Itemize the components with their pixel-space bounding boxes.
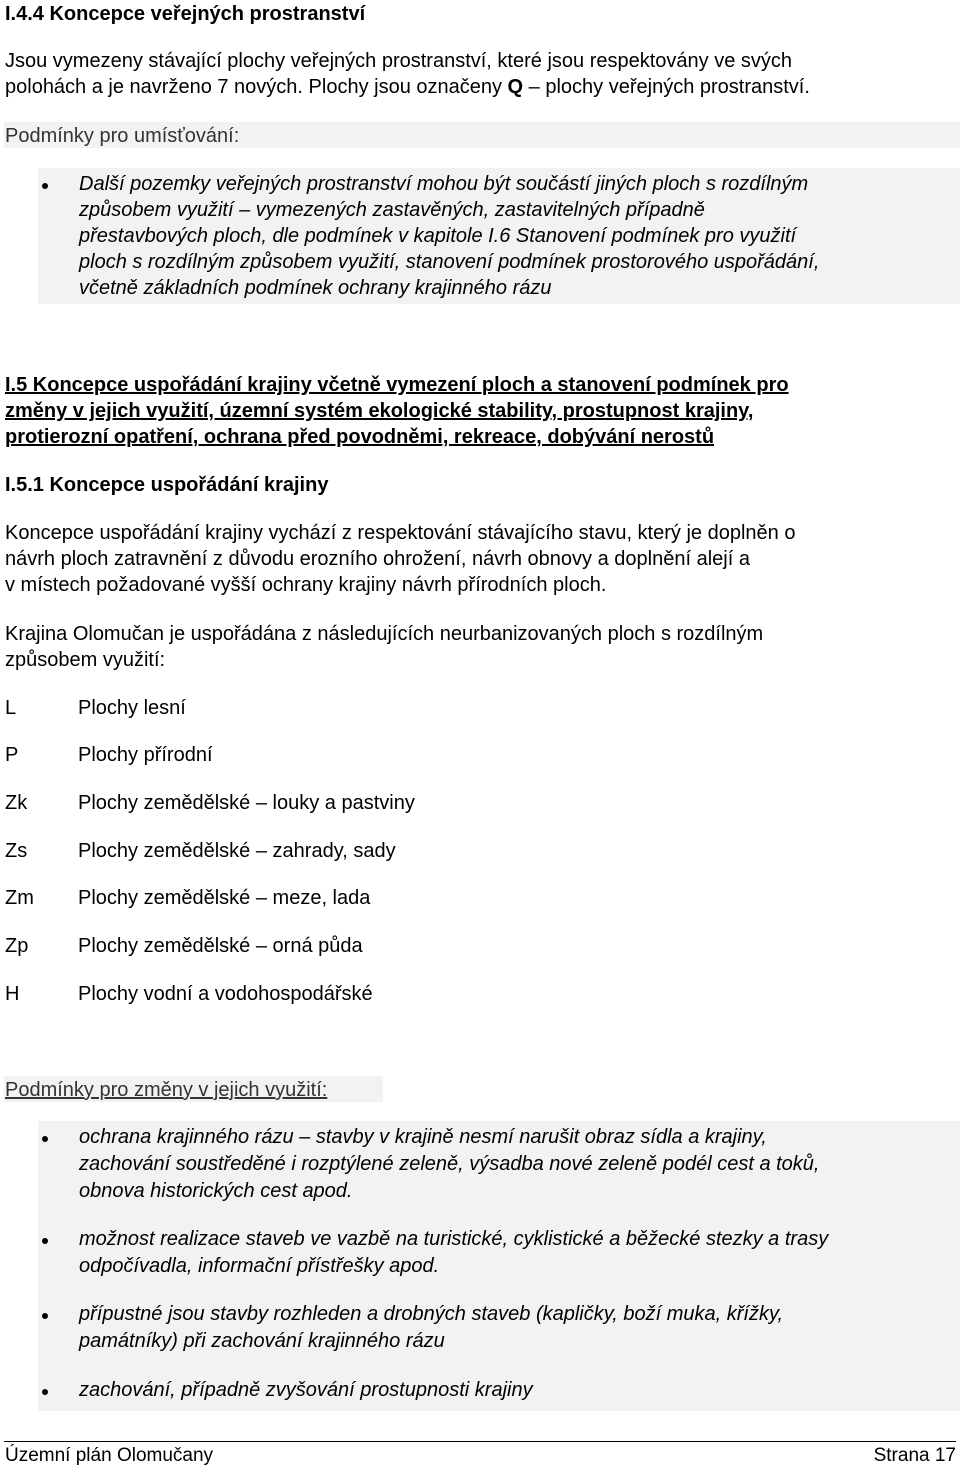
q-code: Q [507, 76, 524, 98]
paragraph-line: v místech požadované vyšší ochrany krajiny návrh přírodních ploch. [5, 574, 607, 596]
bullet-line: odpočívadla, informační přístřešky apod. [79, 1255, 440, 1277]
land-type-code: Zk [5, 792, 28, 814]
paragraph-line: způsobem využití: [5, 649, 166, 671]
section-heading-i5: protierozní opatření, ochrana před povodněmi, rekreace, dobývání nerostů [5, 426, 715, 448]
bullet-line: ochrana krajinného rázu – stavby v krajině nesmí narušit obraz sídla a krajiny, [79, 1126, 767, 1148]
paragraph-line [5, 74, 810, 100]
bullet-line: zachování soustředěné i rozptýlené zeleně, výsadba nové zeleně podél cest a toků, [79, 1153, 820, 1175]
land-type-code: Zp [5, 935, 29, 957]
paragraph-text: polohách a je navrženo 7 nových. Plochy jsou označeny [5, 76, 508, 98]
bullet-dot [42, 183, 48, 189]
footer-document-title: Územní plán Olomučany [5, 1445, 214, 1466]
bullet-line: zachování, případně zvyšování prostupnosti krajiny [79, 1379, 533, 1401]
bullet-line: obnova historických cest apod. [79, 1180, 353, 1202]
paragraph-line: Krajina Olomučan je uspořádána z následujících neurbanizovaných ploch s rozdílným [5, 623, 764, 645]
change-conditions-title: Podmínky pro změny v jejich využití: [5, 1079, 328, 1101]
sub-heading-i51: I.5.1 Koncepce uspořádání krajiny [5, 474, 329, 496]
land-type-code: Zs [5, 840, 28, 862]
section-heading-i44: I.4.4 Koncepce veřejných prostranství [5, 3, 366, 25]
bullet-line: památníky) při zachování krajinného rázu [79, 1330, 445, 1352]
land-type-label: Plochy lesní [78, 697, 186, 719]
bullet-dot [42, 1313, 48, 1319]
land-type-label: Plochy zemědělské – orná půda [78, 935, 363, 957]
footer-page-number: Strana 17 [873, 1445, 956, 1466]
land-type-label: Plochy vodní a vodohospodářské [78, 983, 373, 1005]
paragraph-line: Jsou vymezeny stávající plochy veřejných prostranství, které jsou respektovány ve svých [5, 50, 793, 72]
bullet-dot [42, 1136, 48, 1142]
bullet-dot [42, 1389, 48, 1395]
land-type-label: Plochy zemědělské – meze, lada [78, 887, 371, 909]
section-heading-i5: I.5 Koncepce uspořádání krajiny včetně vymezení ploch a stanovení podmínek pro [5, 374, 789, 396]
land-type-code: H [5, 983, 20, 1005]
bullet-line: ploch s rozdílným způsobem využití, stanovení podmínek prostorového uspořádání, [79, 251, 820, 273]
land-type-label: Plochy přírodní [78, 744, 213, 766]
footer-divider [4, 1441, 956, 1442]
bullet-line: způsobem využití – vymezených zastavěných, zastavitelných případně [79, 199, 705, 221]
paragraph-text: – plochy veřejných prostranství. [523, 76, 810, 98]
bullet-line: možnost realizace staveb ve vazbě na turistické, cyklistické a běžecké stezky a trasy [79, 1228, 829, 1250]
bullet-dot [42, 1238, 48, 1244]
land-type-label: Plochy zemědělské – louky a pastviny [78, 792, 415, 814]
paragraph-line: Koncepce uspořádání krajiny vychází z respektování stávajícího stavu, který je doplněn o [5, 522, 796, 544]
bullet-line: Další pozemky veřejných prostranství mohou být součástí jiných ploch s rozdílným [79, 173, 809, 195]
bullet-line: včetně základních podmínek ochrany krajinného rázu [79, 277, 552, 299]
land-type-code: Zm [5, 887, 34, 909]
bullet-line: přestavbových ploch, dle podmínek v kapitole I.6 Stanovení podmínek pro využití [79, 225, 797, 247]
land-type-code: P [5, 744, 19, 766]
bullet-line: přípustné jsou stavby rozhleden a drobných staveb (kapličky, boží muka, křížky, [79, 1303, 784, 1325]
paragraph-line: návrh ploch zatravnění z důvodu erozního ohrožení, návrh obnovy a doplnění alejí a [5, 548, 750, 570]
land-type-label: Plochy zemědělské – zahrady, sady [78, 840, 396, 862]
land-type-code: L [5, 697, 17, 719]
conditions-title: Podmínky pro umísťování: [5, 125, 240, 147]
section-heading-i5: změny v jejich využití, územní systém ekologické stability, prostupnost krajiny, [5, 400, 754, 422]
